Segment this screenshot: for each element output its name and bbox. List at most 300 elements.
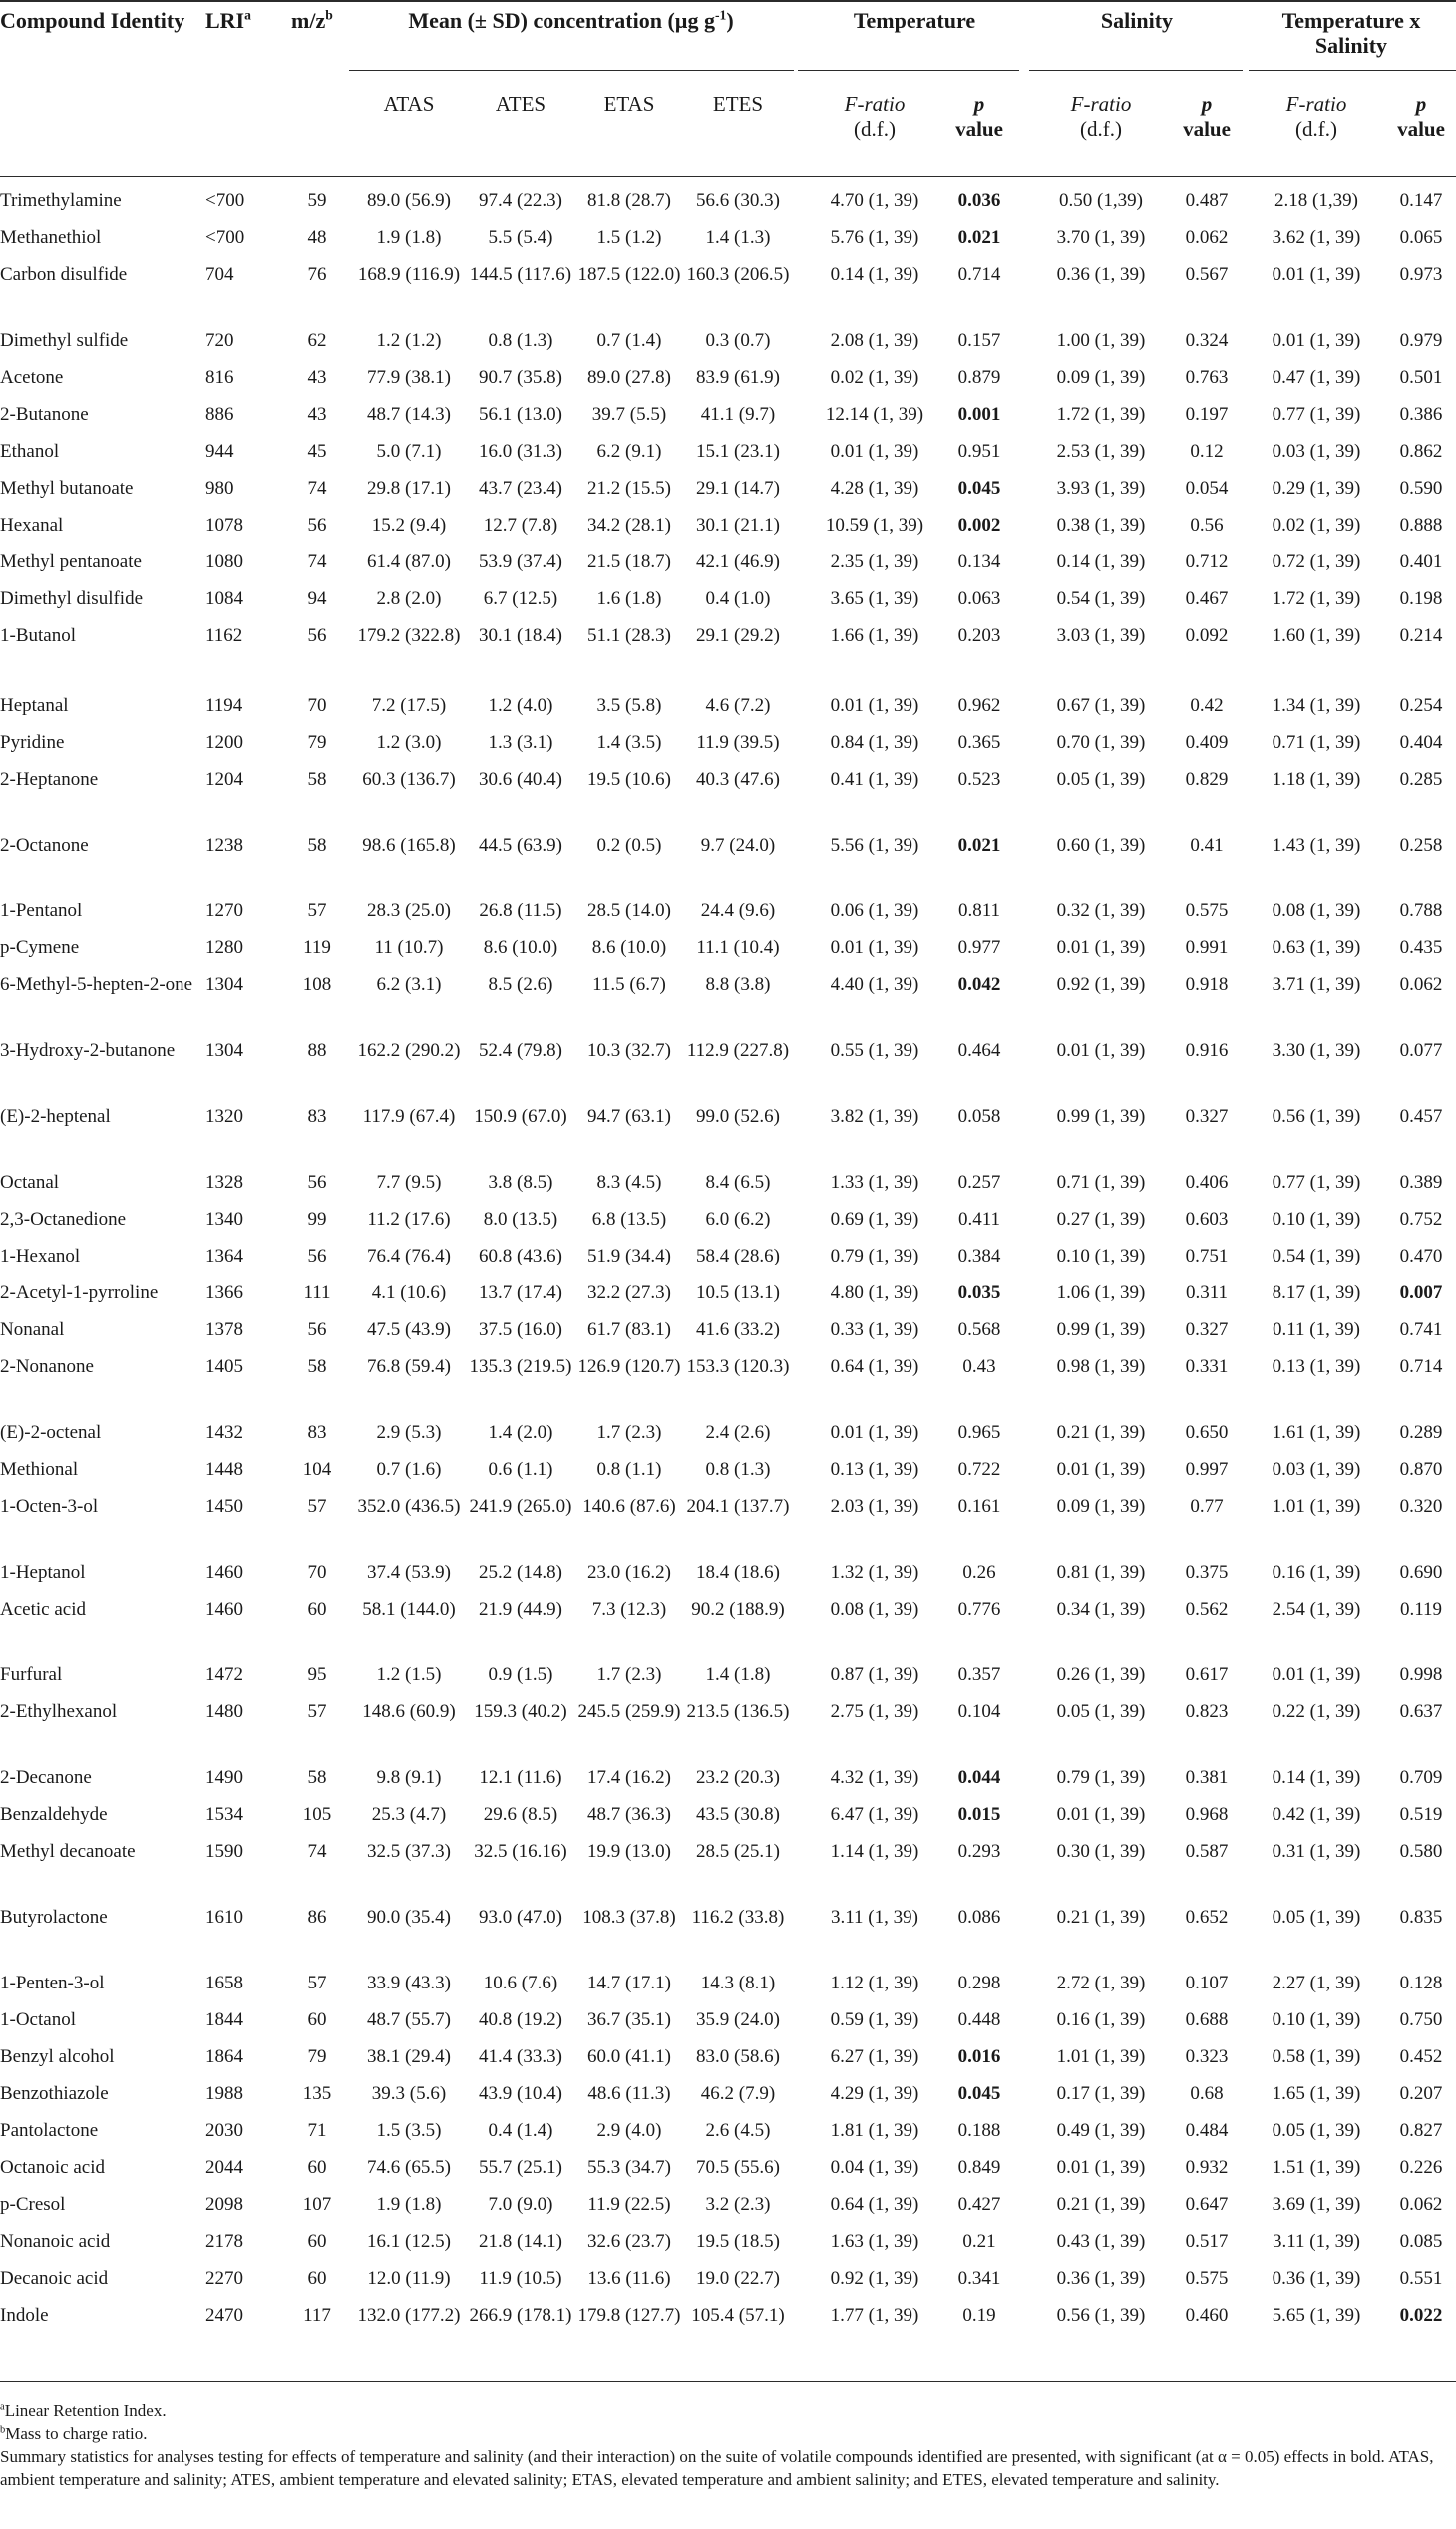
mean-sd-cell: 8.6 (10.0) <box>591 937 667 958</box>
temperature-fratio: 0.02 (1, 39) <box>830 367 919 388</box>
salinity-p-value: 0.68 <box>1190 2083 1224 2104</box>
salinity-p-value: 0.751 <box>1185 1246 1229 1266</box>
interaction-fratio: 0.02 (1, 39) <box>1272 515 1361 536</box>
compound-name: p-Cymene <box>0 937 80 958</box>
compound-name: Indole <box>0 2305 49 2326</box>
temperature-p-value: 0.411 <box>957 1209 1001 1230</box>
salinity-p-value: 0.409 <box>1185 732 1229 753</box>
mean-sd-cell: 29.8 (17.1) <box>367 478 451 499</box>
temperature-p-value: 0.341 <box>957 2268 1001 2289</box>
salinity-p-value: 0.997 <box>1185 1459 1229 1480</box>
interaction-fratio: 1.65 (1, 39) <box>1272 2083 1361 2104</box>
mean-sd-cell: 8.4 (6.5) <box>705 1172 771 1193</box>
temperature-p-value: 0.849 <box>957 2157 1001 2178</box>
mz-value: 56 <box>307 625 327 646</box>
mean-sd-cell: 0.8 (1.3) <box>705 1459 771 1480</box>
temperature-p-value: 0.776 <box>957 1599 1001 1620</box>
salinity-p-value: 0.918 <box>1185 974 1229 995</box>
mean-sd-cell: 112.9 (227.8) <box>686 1040 790 1061</box>
temperature-p-value: 0.257 <box>957 1172 1001 1193</box>
salinity-fratio: 1.01 (1, 39) <box>1056 2046 1146 2067</box>
temperature-fratio: 1.63 (1, 39) <box>830 2231 919 2252</box>
mean-sd-cell: 41.1 (9.7) <box>700 404 776 425</box>
temperature-p-value: 0.036 <box>957 190 1001 211</box>
mean-sd-cell: 55.3 (34.7) <box>587 2157 671 2178</box>
lri-value: 944 <box>205 441 234 462</box>
interaction-p-value: 0.452 <box>1399 2046 1443 2067</box>
mean-sd-cell: 11.9 (39.5) <box>696 732 780 753</box>
salinity-fratio: 0.01 (1, 39) <box>1056 2157 1146 2178</box>
mz-value: 86 <box>307 1907 327 1928</box>
mean-sd-cell: 53.9 (37.4) <box>479 551 562 572</box>
salinity-fratio: 0.71 (1, 39) <box>1056 1172 1146 1193</box>
compound-name: (E)-2-octenal <box>0 1422 102 1443</box>
salinity-p-value: 0.650 <box>1185 1422 1229 1443</box>
mean-sd-cell: 12.0 (11.9) <box>367 2268 451 2289</box>
interaction-fratio: 2.27 (1, 39) <box>1272 1973 1361 1993</box>
mean-sd-cell: 34.2 (28.1) <box>587 515 671 536</box>
temperature-fratio: 1.14 (1, 39) <box>830 1841 919 1862</box>
mean-sd-cell: 40.3 (47.6) <box>696 769 780 790</box>
salinity-fratio: 0.09 (1, 39) <box>1056 367 1146 388</box>
mean-sd-cell: 28.3 (25.0) <box>367 901 451 921</box>
compound-name: Hexanal <box>0 515 64 536</box>
temperature-p-value: 0.015 <box>957 1804 1001 1825</box>
compound-name: Methyl pentanoate <box>0 551 142 572</box>
mean-sd-cell: 9.8 (9.1) <box>376 1767 442 1788</box>
mean-sd-cell: 51.9 (34.4) <box>587 1246 671 1266</box>
mean-sd-cell: 23.2 (20.3) <box>696 1767 780 1788</box>
lri-value: 1610 <box>205 1907 243 1928</box>
temperature-p-value: 0.298 <box>957 1973 1001 1993</box>
mean-sd-cell: 0.8 (1.1) <box>596 1459 662 1480</box>
temperature-p-value: 0.042 <box>957 974 1001 995</box>
temperature-p-value: 0.134 <box>957 551 1001 572</box>
mean-sd-cell: 7.2 (17.5) <box>371 695 447 716</box>
mean-sd-cell: 0.7 (1.4) <box>596 330 662 351</box>
mz-value: 108 <box>302 974 332 995</box>
salinity-fratio: 0.54 (1, 39) <box>1056 588 1146 609</box>
salinity-fratio: 0.32 (1, 39) <box>1056 901 1146 921</box>
temperature-fratio: 10.59 (1, 39) <box>825 515 924 536</box>
interaction-fratio: 0.01 (1, 39) <box>1272 330 1361 351</box>
temperature-p-value: 0.464 <box>957 1040 1001 1061</box>
header-compound: Compound Identity <box>0 8 185 33</box>
mz-value: 83 <box>307 1106 327 1127</box>
salinity-fratio: 2.53 (1, 39) <box>1056 441 1146 462</box>
interaction-p-value: 0.214 <box>1399 625 1443 646</box>
compound-name: Octanoic acid <box>0 2157 105 2178</box>
temperature-fratio: 1.33 (1, 39) <box>830 1172 919 1193</box>
lri-value: 1238 <box>205 835 243 856</box>
temperature-p-value: 0.811 <box>957 901 1001 921</box>
salinity-fratio: 0.49 (1, 39) <box>1056 2120 1146 2141</box>
lri-value: 704 <box>205 264 234 285</box>
mean-sd-cell: 17.4 (16.2) <box>587 1767 671 1788</box>
temperature-fratio: 4.32 (1, 39) <box>830 1767 919 1788</box>
interaction-p-value: 0.519 <box>1399 1804 1443 1825</box>
salinity-p-value: 0.968 <box>1185 1804 1229 1825</box>
salinity-fratio: 0.01 (1, 39) <box>1056 937 1146 958</box>
mean-sd-cell: 8.6 (10.0) <box>483 937 558 958</box>
salinity-p-value: 0.062 <box>1185 227 1229 248</box>
salinity-p-header: p value <box>1183 92 1231 141</box>
mean-sd-cell: 43.7 (23.4) <box>479 478 562 499</box>
mean-sd-cell: 11.5 (6.7) <box>592 974 666 995</box>
lri-value: 1280 <box>205 937 243 958</box>
mean-sd-cell: 3.5 (5.8) <box>596 695 662 716</box>
interaction-fratio: 0.01 (1, 39) <box>1272 264 1361 285</box>
compound-name: Dimethyl sulfide <box>0 330 129 351</box>
header-lri: LRI$^a$ <box>205 7 251 33</box>
mean-sd-cell: 179.2 (322.8) <box>357 625 461 646</box>
mean-sd-cell: 39.7 (5.5) <box>591 404 667 425</box>
interaction-p-value: 0.862 <box>1399 441 1443 462</box>
mean-sd-cell: 55.7 (25.1) <box>479 2157 562 2178</box>
mean-sd-cell: 41.4 (33.3) <box>479 2046 562 2067</box>
salinity-fratio: 1.06 (1, 39) <box>1056 1282 1146 1303</box>
mean-sd-cell: 10.6 (7.6) <box>483 1973 558 1993</box>
group-etas: ETAS <box>603 92 655 116</box>
lri-value: 2098 <box>205 2194 243 2215</box>
temperature-p-value: 0.714 <box>957 264 1001 285</box>
interaction-fratio: 0.16 (1, 39) <box>1272 1562 1361 1583</box>
mean-sd-cell: 52.4 (79.8) <box>479 1040 562 1061</box>
mean-sd-cell: 2.8 (2.0) <box>376 588 442 609</box>
mean-sd-cell: 35.9 (24.0) <box>696 2009 780 2030</box>
salinity-fratio: 0.60 (1, 39) <box>1056 835 1146 856</box>
salinity-fratio: 0.21 (1, 39) <box>1056 1907 1146 1928</box>
mz-value: 70 <box>307 1562 327 1583</box>
compound-name: Trimethylamine <box>0 190 122 211</box>
mean-sd-cell: 3.2 (2.3) <box>705 2194 771 2215</box>
mz-value: 119 <box>303 937 331 958</box>
salinity-fratio: 0.36 (1, 39) <box>1056 2268 1146 2289</box>
temperature-p-value: 0.063 <box>957 588 1001 609</box>
salinity-fratio: 0.26 (1, 39) <box>1056 1664 1146 1685</box>
mean-sd-cell: 159.3 (40.2) <box>474 1701 567 1722</box>
lri-value: 1084 <box>205 588 243 609</box>
interaction-p-value: 0.226 <box>1399 2157 1443 2178</box>
mean-sd-cell: 19.5 (18.5) <box>696 2231 780 2252</box>
salinity-fratio: 0.21 (1, 39) <box>1056 2194 1146 2215</box>
mean-sd-cell: 60.3 (136.7) <box>362 769 456 790</box>
temperature-fratio: 2.35 (1, 39) <box>830 551 919 572</box>
compound-name: 1-Pentanol <box>0 901 83 921</box>
compound-name: Nonanoic acid <box>0 2231 111 2252</box>
salinity-p-value: 0.829 <box>1185 769 1229 790</box>
compound-name: 1-Octanol <box>0 2009 76 2030</box>
salinity-p-value: 0.12 <box>1190 441 1224 462</box>
lri-value: 1534 <box>205 1804 243 1825</box>
salinity-fratio: 0.98 (1, 39) <box>1056 1356 1146 1377</box>
mean-sd-cell: 8.3 (4.5) <box>596 1172 662 1193</box>
interaction-p-value: 0.289 <box>1399 1422 1443 1443</box>
mean-sd-cell: 83.9 (61.9) <box>696 367 780 388</box>
mean-sd-cell: 1.4 (3.5) <box>596 732 662 753</box>
temperature-p-value: 0.044 <box>957 1767 1001 1788</box>
mz-value: 57 <box>307 1701 327 1722</box>
interaction-p-value: 0.320 <box>1399 1496 1443 1517</box>
interaction-fratio: 1.72 (1, 39) <box>1272 588 1361 609</box>
mean-sd-cell: 30.6 (40.4) <box>479 769 562 790</box>
mean-sd-cell: 2.9 (4.0) <box>596 2120 662 2141</box>
mz-value: 60 <box>307 2268 327 2289</box>
temperature-fratio: 0.08 (1, 39) <box>830 1599 919 1620</box>
salinity-p-value: 0.327 <box>1185 1106 1229 1127</box>
mean-sd-cell: 14.7 (17.1) <box>587 1973 671 1993</box>
temperature-p-value: 0.951 <box>957 441 1001 462</box>
mean-sd-cell: 1.7 (2.3) <box>596 1422 662 1443</box>
salinity-p-value: 0.460 <box>1185 2305 1229 2326</box>
temperature-subrule <box>798 70 1019 71</box>
interaction-p-value: 0.551 <box>1399 2268 1443 2289</box>
lri-value: 1450 <box>205 1496 243 1517</box>
mean-sd-cell: 5.5 (5.4) <box>488 227 553 248</box>
lri-value: 1320 <box>205 1106 243 1127</box>
interaction-fratio: 0.31 (1, 39) <box>1272 1841 1361 1862</box>
lri-value: 1844 <box>205 2009 243 2030</box>
interaction-p-value: 0.827 <box>1399 2120 1443 2141</box>
temperature-p-value: 0.001 <box>957 404 1001 425</box>
lri-value: 2470 <box>205 2305 243 2326</box>
footnote-summary: Summary statistics for analyses testing for effects of temperature and salinity (and their interaction) on the suite of volatile compounds identified are presented, with significant (at α = 0.05) effects in bold. ATAS, ambient temperature and salinity; ATES, ambient temperature and elevated salinity; ETAS, elevated temperature and ambient salinity; and ETES, elevated temperature and salinity. <box>0 2447 1434 2489</box>
mean-sd-cell: 98.6 (165.8) <box>362 835 456 856</box>
mean-sd-cell: 14.3 (8.1) <box>700 1973 776 1993</box>
interaction-p-value: 0.835 <box>1399 1907 1443 1928</box>
mean-sd-cell: 83.0 (58.6) <box>696 2046 780 2067</box>
mean-sd-cell: 6.8 (13.5) <box>591 1209 667 1230</box>
mz-value: 60 <box>307 2009 327 2030</box>
lri-value: 2030 <box>205 2120 243 2141</box>
salinity-p-value: 0.617 <box>1185 1664 1229 1685</box>
mean-sd-cell: 32.6 (23.7) <box>587 2231 671 2252</box>
footnote-mz: $^b$Mass to charge ratio. <box>0 2424 148 2443</box>
temperature-p-value: 0.965 <box>957 1422 1001 1443</box>
mean-sd-cell: 8.5 (2.6) <box>488 974 553 995</box>
mean-sd-cell: 6.2 (9.1) <box>596 441 662 462</box>
mean-sd-cell: 21.9 (44.9) <box>479 1599 562 1620</box>
interaction-p-value: 0.085 <box>1399 2231 1443 2252</box>
mean-sd-cell: 30.1 (18.4) <box>479 625 562 646</box>
mean-sd-cell: 77.9 (38.1) <box>367 367 451 388</box>
mean-sd-cell: 48.7 (14.3) <box>367 404 451 425</box>
mz-value: 56 <box>307 1319 327 1340</box>
salinity-p-value: 0.567 <box>1185 264 1229 285</box>
mean-sd-cell: 6.7 (12.5) <box>483 588 558 609</box>
mean-sd-cell: 132.0 (177.2) <box>357 2305 461 2326</box>
compound-name: Acetone <box>0 367 64 388</box>
interaction-fratio: 0.03 (1, 39) <box>1272 1459 1361 1480</box>
temperature-fratio: 5.76 (1, 39) <box>830 227 919 248</box>
salinity-fratio: 0.21 (1, 39) <box>1056 1422 1146 1443</box>
mean-sd-cell: 1.4 (2.0) <box>488 1422 553 1443</box>
interaction-p-value: 0.979 <box>1399 330 1443 351</box>
mean-sd-cell: 4.6 (7.2) <box>705 695 771 716</box>
salinity-fratio: 3.03 (1, 39) <box>1056 625 1146 646</box>
mean-sd-cell: 3.8 (8.5) <box>488 1172 553 1193</box>
mz-value: 58 <box>307 1767 327 1788</box>
temperature-fratio: 0.01 (1, 39) <box>830 1422 919 1443</box>
temperature-p-value: 0.523 <box>957 769 1001 790</box>
mean-sd-cell: 33.9 (43.3) <box>367 1973 451 1993</box>
interaction-fratio: 0.05 (1, 39) <box>1272 1907 1361 1928</box>
interaction-p-value: 0.077 <box>1399 1040 1443 1061</box>
salinity-fratio: 3.70 (1, 39) <box>1056 227 1146 248</box>
interaction-fratio: 1.43 (1, 39) <box>1272 835 1361 856</box>
interaction-fratio: 1.60 (1, 39) <box>1272 625 1361 646</box>
temperature-p-value: 0.427 <box>957 2194 1001 2215</box>
temperature-p-value: 0.722 <box>957 1459 1001 1480</box>
lri-value: 1448 <box>205 1459 243 1480</box>
temperature-fratio: 0.33 (1, 39) <box>830 1319 919 1340</box>
mean-sd-cell: 108.3 (37.8) <box>582 1907 676 1928</box>
table-footnotes <box>0 2399 1456 2491</box>
mean-sd-cell: 19.0 (22.7) <box>696 2268 780 2289</box>
temperature-fratio: 0.55 (1, 39) <box>830 1040 919 1061</box>
lri-value: 2044 <box>205 2157 243 2178</box>
compound-name: Furfural <box>0 1664 63 1685</box>
compound-name: 1-Butanol <box>0 625 76 646</box>
interaction-p-value: 0.752 <box>1399 1209 1443 1230</box>
interaction-fratio: 1.51 (1, 39) <box>1272 2157 1361 2178</box>
interaction-p-value: 0.709 <box>1399 1767 1443 1788</box>
mean-sd-cell: 241.9 (265.0) <box>469 1496 572 1517</box>
salinity-fratio: 0.01 (1, 39) <box>1056 1804 1146 1825</box>
salinity-fratio: 3.93 (1, 39) <box>1056 478 1146 499</box>
group-etes: ETES <box>712 92 764 116</box>
mean-sd-cell: 11.9 (10.5) <box>479 2268 562 2289</box>
mz-value: 99 <box>307 1209 327 1230</box>
interaction-fratio: 0.14 (1, 39) <box>1272 1767 1361 1788</box>
temperature-p-value: 0.016 <box>957 2046 1001 2067</box>
lri-value: 1200 <box>205 732 243 753</box>
salinity-fratio: 0.30 (1, 39) <box>1056 1841 1146 1862</box>
mean-sd-cell: 245.5 (259.9) <box>577 1701 681 1722</box>
mz-value: 60 <box>307 2231 327 2252</box>
mean-sd-cell: 38.1 (29.4) <box>367 2046 451 2067</box>
mean-sd-cell: 144.5 (117.6) <box>469 264 572 285</box>
mean-sd-cell: 12.1 (11.6) <box>479 1767 562 1788</box>
mean-sd-cell: 32.5 (37.3) <box>367 1841 451 1862</box>
mean-sd-cell: 1.5 (1.2) <box>596 227 662 248</box>
compound-name: 2-Butanone <box>0 404 89 425</box>
temperature-fratio: 4.40 (1, 39) <box>830 974 919 995</box>
interaction-p-value: 0.435 <box>1399 937 1443 958</box>
temperature-fratio: 2.08 (1, 39) <box>830 330 919 351</box>
header-salinity: Salinity <box>1100 8 1174 33</box>
temperature-p-value: 0.977 <box>957 937 1001 958</box>
salinity-fratio: 0.81 (1, 39) <box>1056 1562 1146 1583</box>
lri-value: 1432 <box>205 1422 243 1443</box>
salinity-p-value: 0.323 <box>1185 2046 1229 2067</box>
lri-value: 1194 <box>205 695 243 716</box>
temperature-p-value: 0.21 <box>962 2231 996 2252</box>
compound-name: Dimethyl disulfide <box>0 588 144 609</box>
mean-subrule <box>349 70 794 71</box>
interaction-p-value: 0.062 <box>1399 2194 1443 2215</box>
salinity-fratio: 0.17 (1, 39) <box>1056 2083 1146 2104</box>
temperature-fratio: 4.28 (1, 39) <box>830 478 919 499</box>
interaction-p-value: 0.750 <box>1399 2009 1443 2030</box>
salinity-p-value: 0.484 <box>1185 2120 1229 2141</box>
mean-sd-cell: 0.9 (1.5) <box>488 1664 553 1685</box>
salinity-p-value: 0.381 <box>1185 1767 1229 1788</box>
salinity-p-value: 0.562 <box>1185 1599 1229 1620</box>
lri-value: 816 <box>205 367 234 388</box>
mz-value: 74 <box>307 1841 327 1862</box>
salinity-fratio: 0.43 (1, 39) <box>1056 2231 1146 2252</box>
mean-sd-cell: 8.8 (3.8) <box>705 974 771 995</box>
salinity-p-value: 0.092 <box>1185 625 1229 646</box>
temperature-fratio: 3.82 (1, 39) <box>830 1106 919 1127</box>
temperature-fratio: 0.41 (1, 39) <box>830 769 919 790</box>
temperature-p-value: 0.293 <box>957 1841 1001 1862</box>
mean-sd-cell: 15.1 (23.1) <box>696 441 780 462</box>
interaction-p-value: 0.119 <box>1399 1599 1443 1620</box>
salinity-fratio: 0.99 (1, 39) <box>1056 1319 1146 1340</box>
compound-name: 1-Penten-3-ol <box>0 1973 105 1993</box>
lri-value: 1364 <box>205 1246 243 1266</box>
salinity-fratio: 0.14 (1, 39) <box>1056 551 1146 572</box>
salinity-subrule <box>1029 70 1243 71</box>
compound-name: Methional <box>0 1459 79 1480</box>
lri-value: 1162 <box>205 625 243 646</box>
mean-sd-cell: 117.9 (67.4) <box>362 1106 456 1127</box>
salinity-fratio: 0.56 (1, 39) <box>1056 2305 1146 2326</box>
interaction-fratio: 3.30 (1, 39) <box>1272 1040 1361 1061</box>
salinity-fratio: 0.50 (1,39) <box>1059 190 1143 211</box>
mean-sd-cell: 0.4 (1.4) <box>488 2120 553 2141</box>
salinity-fratio: 1.72 (1, 39) <box>1056 404 1146 425</box>
temperature-fratio: 12.14 (1, 39) <box>825 404 924 425</box>
salinity-p-value: 0.77 <box>1190 1496 1224 1517</box>
compound-name: Carbon disulfide <box>0 264 128 285</box>
mean-sd-cell: 28.5 (25.1) <box>696 1841 780 1862</box>
temperature-fratio: 0.84 (1, 39) <box>830 732 919 753</box>
temperature-p-value: 0.157 <box>957 330 1001 351</box>
salinity-p-value: 0.406 <box>1185 1172 1229 1193</box>
salinity-fratio: 0.16 (1, 39) <box>1056 2009 1146 2030</box>
temperature-p-value: 0.879 <box>957 367 1001 388</box>
mean-sd-cell: 21.5 (18.7) <box>587 551 671 572</box>
compound-name: 1-Octen-3-ol <box>0 1496 99 1517</box>
temperature-p-value: 0.035 <box>957 1282 1001 1303</box>
mean-sd-cell: 41.6 (33.2) <box>696 1319 780 1340</box>
mean-sd-cell: 74.6 (65.5) <box>367 2157 451 2178</box>
interaction-fratio: 0.77 (1, 39) <box>1272 1172 1361 1193</box>
temperature-fratio: 0.14 (1, 39) <box>830 264 919 285</box>
temperature-p-value: 0.021 <box>957 835 1001 856</box>
mz-value: 88 <box>307 1040 327 1061</box>
mean-sd-cell: 11.2 (17.6) <box>367 1209 451 1230</box>
mz-value: 58 <box>307 835 327 856</box>
mean-sd-cell: 1.9 (1.8) <box>376 227 442 248</box>
mean-sd-cell: 51.1 (28.3) <box>587 625 671 646</box>
mean-sd-cell: 5.0 (7.1) <box>376 441 442 462</box>
mean-sd-cell: 16.0 (31.3) <box>479 441 562 462</box>
salinity-p-value: 0.331 <box>1185 1356 1229 1377</box>
mz-value: 58 <box>307 1356 327 1377</box>
compound-name: Acetic acid <box>0 1599 86 1620</box>
temperature-fratio: 6.27 (1, 39) <box>830 2046 919 2067</box>
interaction-fratio: 3.11 (1, 39) <box>1273 2231 1360 2252</box>
interaction-fratio: 0.42 (1, 39) <box>1272 1804 1361 1825</box>
interaction-p-value: 0.198 <box>1399 588 1443 609</box>
interaction-p-value: 0.065 <box>1399 227 1443 248</box>
compound-name: Methyl butanoate <box>0 478 134 499</box>
mz-value: 56 <box>307 515 327 536</box>
